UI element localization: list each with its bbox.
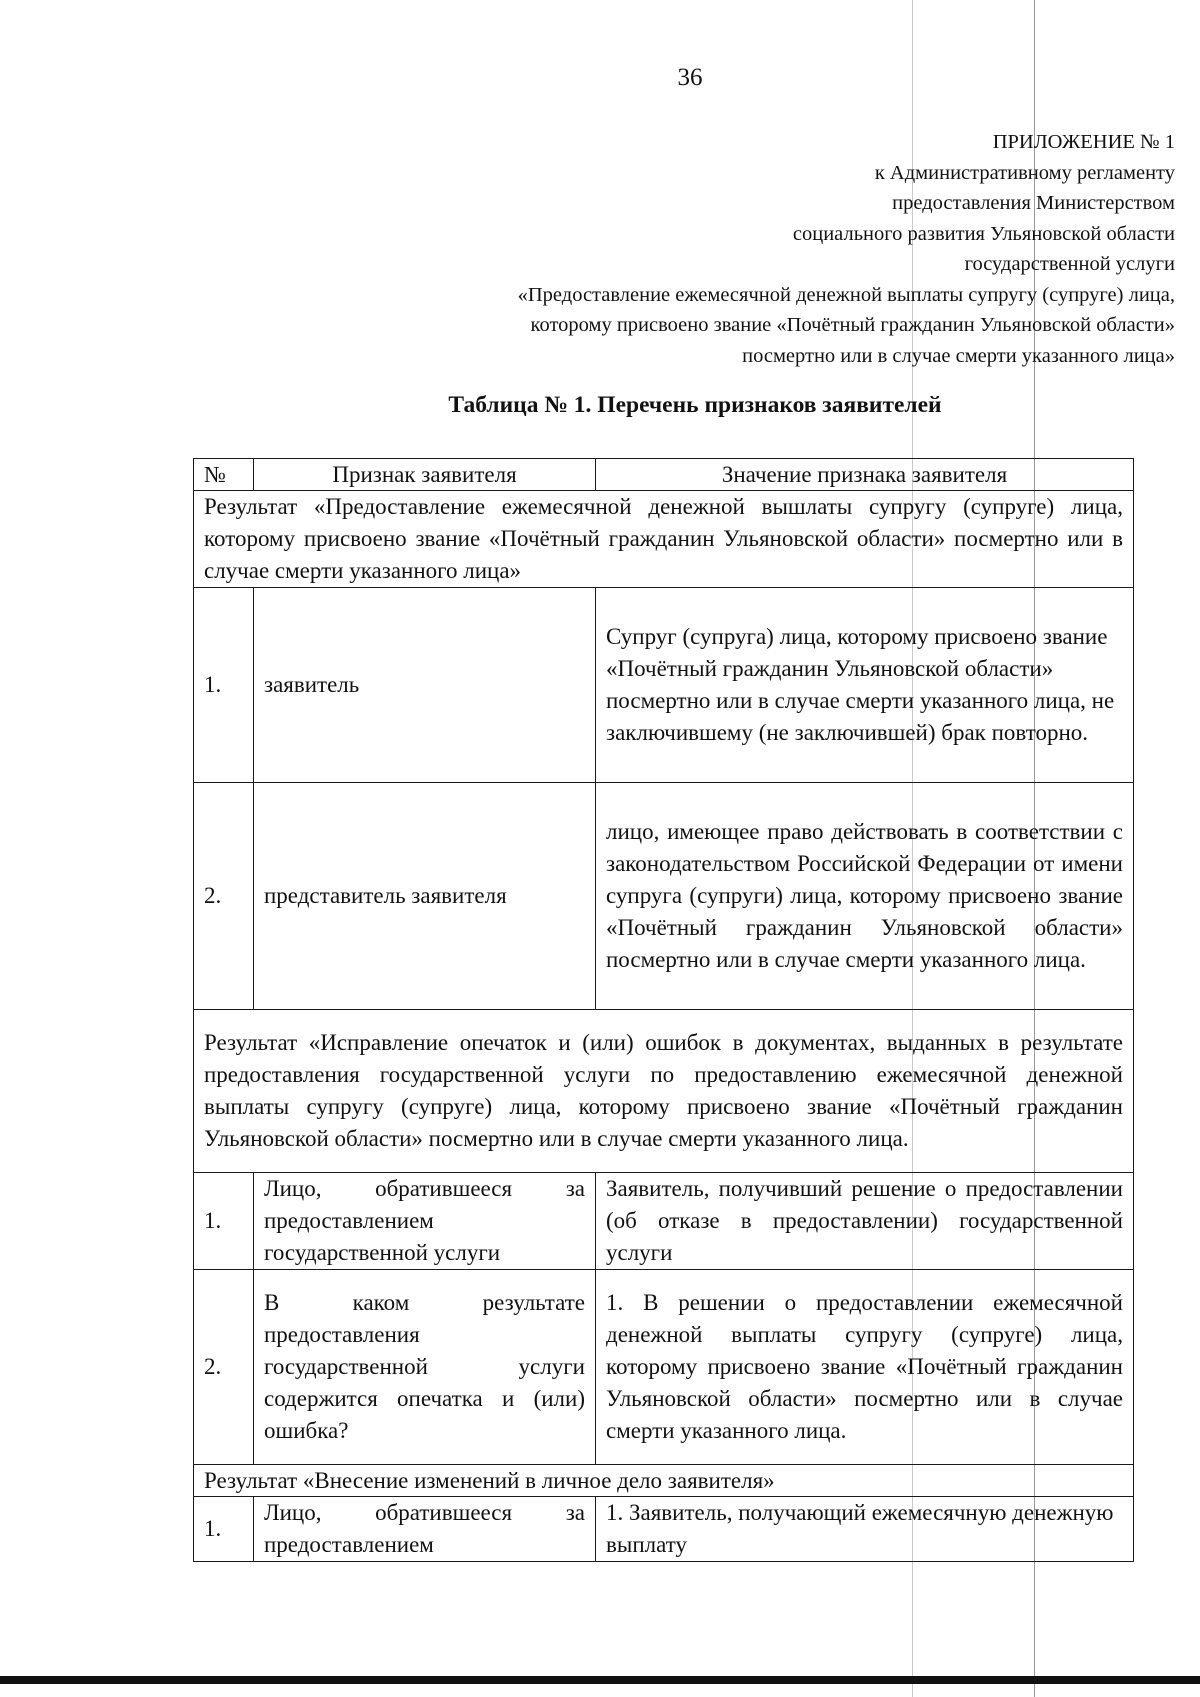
table-row xyxy=(194,1173,1134,1270)
row-criterion: Лицо, обратившееся за предоставлением xyxy=(254,1497,596,1562)
section-row xyxy=(194,491,1134,588)
row-number: 2. xyxy=(194,1270,254,1465)
table-row xyxy=(194,1270,1134,1465)
row-value: Супруг (супруга) лица, которому присвоено звание «Почётный гражданин Ульяновской области» посмертно или в случае смерти указанного лица, не заключившему (не заключившей) брак повторно. xyxy=(596,588,1134,783)
row-criterion: заявитель xyxy=(254,588,596,783)
table-title: Таблица № 1. Перечень признаков заявителей xyxy=(448,392,942,418)
section-title: Результат «Исправление опечаток и (или) ошибок в документах, выданных в результате предоставления государственной услуги по предоставлению ежемесячной денежной выплаты супругу (супруге) лица, которому присвоено звание «Почётный гражданин Ульяновской области» посмертно или в случае смерти указанного лица. xyxy=(194,1010,1134,1173)
table-header-row xyxy=(194,459,1134,491)
section-title: Результат «Внесение изменений в личное дело заявителя» xyxy=(194,1465,1134,1497)
annex-line: ПРИЛОЖЕНИЕ № 1 xyxy=(992,131,1175,153)
row-number: 2. xyxy=(194,783,254,1010)
page-bottom-edge xyxy=(0,1676,1200,1684)
row-criterion: представитель заявителя xyxy=(254,783,596,1010)
annex-line: государственной услуги xyxy=(964,253,1175,275)
row-criterion: Лицо, обратившееся за предоставлением государственной услуги xyxy=(254,1173,596,1270)
row-number: 1. xyxy=(194,1173,254,1270)
section-row xyxy=(194,1465,1134,1497)
page-number: 36 xyxy=(677,64,703,91)
row-criterion: В каком результате предоставления государственной услуги содержится опечатка и (или) ошибка? xyxy=(254,1270,596,1465)
table-row xyxy=(194,588,1134,783)
annex-line: предоставления Министерством xyxy=(892,192,1175,214)
row-value: лицо, имеющее право действовать в соответствии с законодательством Российской Федерации от имени супруга (супруги) лица, которому присвоено звание «Почётный гражданин Ульяновской области» посмертно или в случае смерти указанного лица. xyxy=(596,783,1134,1010)
annex-line: «Предоставление ежемесячной денежной выплаты супругу (супруге) лица, xyxy=(517,283,1175,306)
annex-heading xyxy=(295,127,1175,371)
row-value: Заявитель, получивший решение о предоставлении (об отказе в предоставлении) государственной услуги xyxy=(596,1173,1134,1270)
annex-line: социального развития Ульяновской области xyxy=(792,222,1175,245)
annex-line: которому присвоено звание «Почётный гражданин Ульяновской области» xyxy=(530,314,1175,336)
row-value: 1. В решении о предоставлении ежемесячной денежной выплаты супругу (супруге) лица, которому присвоено звание «Почётный гражданин Ульяновской области» посмертно или в случае смерти указанного лица. xyxy=(596,1270,1134,1465)
row-value: 1. Заявитель, получающий ежемесячную денежную выплату xyxy=(596,1497,1134,1562)
section-row xyxy=(194,1010,1134,1173)
applicant-criteria-table xyxy=(193,458,1134,1562)
table-row xyxy=(194,1497,1134,1562)
header-criterion: Признак заявителя xyxy=(254,459,596,491)
header-value: Значение признака заявителя xyxy=(596,459,1134,491)
row-number: 1. xyxy=(194,588,254,783)
annex-line: посмертно или в случае смерти указанного лица» xyxy=(742,344,1175,367)
section-title: Результат «Предоставление ежемесячной денежной вышлаты супругу (супруге) лица, которому присвоено звание «Почётный гражданин Ульяновской области» посмертно или в случае смерти указанного лица» xyxy=(194,491,1134,588)
row-number: 1. xyxy=(194,1497,254,1562)
annex-line: к Административному регламенту xyxy=(874,161,1175,184)
header-num: № xyxy=(194,459,254,491)
table-row xyxy=(194,783,1134,1010)
